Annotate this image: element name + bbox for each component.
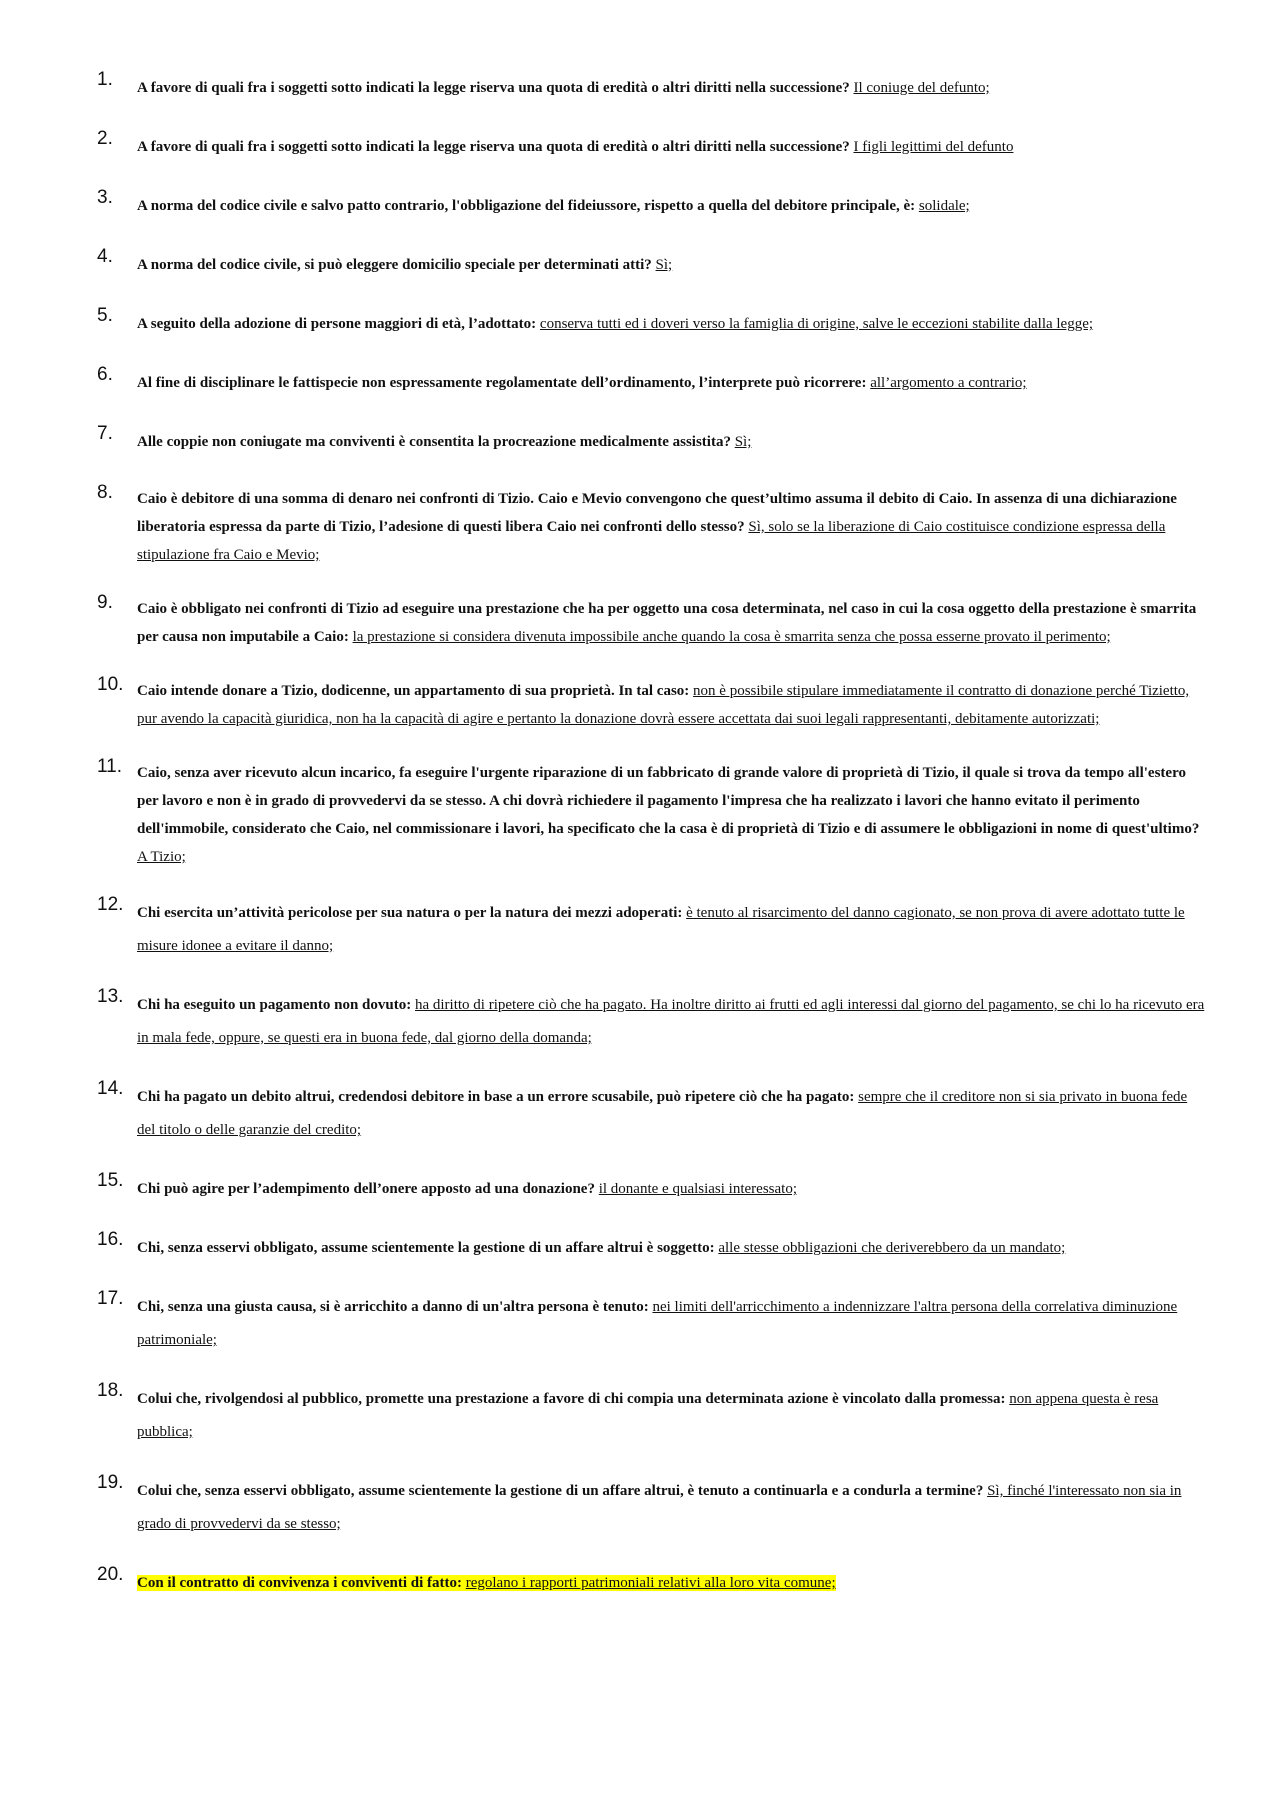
list-item	[97, 187, 1207, 223]
answer-text: il donante e qualsiasi interessato;	[598, 1181, 797, 1197]
question-text: Chi ha pagato un debito altrui, credendosi debitore in base a un errore scusabile, può ripetere ciò che ha pagato:	[137, 1089, 855, 1105]
item-number: 5.	[97, 305, 113, 326]
answer-text: I figli legittimi del defunto	[853, 139, 1014, 155]
item-number: 3.	[97, 187, 113, 208]
list-item	[97, 756, 1207, 871]
answer-text: ha diritto di ripetere ciò che ha pagato. Ha inoltre diritto ai frutti ed agli interessi dal giorno del pagamento, se chi lo ha ricevuto era in mala fede, oppure, se questi era in buona fede, dal giorno della domanda;	[137, 997, 1205, 1046]
item-number: 10.	[97, 674, 124, 695]
list-item	[97, 1229, 1207, 1265]
answer-text: non è possibile stipulare immediatamente il contratto di donazione perché Tizietto, pur avendo la capacità giuridica, non ha la capacità di agire e pertanto la donazione dovrà essere accettata dai suoi legali rappresentanti, debitamente autorizzati;	[137, 683, 1190, 727]
item-number: 14.	[97, 1078, 124, 1099]
list-item	[97, 246, 1207, 282]
answer-text: non appena questa è resa pubblica;	[137, 1391, 1159, 1440]
answer-text: Sì;	[655, 257, 673, 273]
list-item	[97, 592, 1207, 651]
answer-text: solidale;	[918, 198, 970, 214]
item-number: 15.	[97, 1170, 124, 1191]
answer-text: Sì;	[734, 434, 752, 450]
item-number: 17.	[97, 1288, 124, 1309]
item-number: 7.	[97, 423, 113, 444]
question-list	[97, 69, 1207, 1626]
answer-text: è tenuto al risarcimento del danno cagionato, se non prova di avere adottato tutte le misure idonee a evitare il danno;	[137, 905, 1185, 954]
item-number: 2.	[97, 128, 113, 149]
question-text: Chi ha eseguito un pagamento non dovuto:	[137, 997, 412, 1013]
item-number: 20.	[97, 1564, 124, 1585]
answer-text: sempre che il creditore non si sia privato in buona fede del titolo o delle garanzie del credito;	[137, 1089, 1188, 1138]
answer-text: all’argomento a contrario;	[870, 375, 1027, 391]
answer-text: nei limiti dell'arricchimento a indennizzare l'altra persona della correlativa diminuzione patrimoniale;	[137, 1299, 1178, 1348]
question-text: Caio è obbligato nei confronti di Tizio ad eseguire una prestazione che ha per oggetto una cosa determinata, nel caso in cui la cosa oggetto della prestazione è smarrita per causa non imputabile a Caio:	[137, 601, 1197, 645]
question-text: A favore di quali fra i soggetti sotto indicati la legge riserva una quota di eredità o altri diritti nella successione?	[137, 80, 850, 96]
answer-text: Il coniuge del defunto;	[853, 80, 990, 96]
list-item	[97, 128, 1207, 164]
question-text: Caio è debitore di una somma di denaro nei confronti di Tizio. Caio e Mevio convengono che quest’ultimo assuma il debito di Caio. In assenza di una dichiarazione liberatoria espressa da parte di Tizio, l’adesione di questi libera Caio nei confronti dello stesso?	[137, 491, 1177, 535]
question-text: Chi, senza una giusta causa, si è arricchito a danno di un'altra persona è tenuto:	[137, 1299, 649, 1315]
list-item	[97, 482, 1207, 569]
item-number: 12.	[97, 894, 124, 915]
item-number: 8.	[97, 482, 113, 503]
item-number: 6.	[97, 364, 113, 385]
item-number: 18.	[97, 1380, 124, 1401]
list-item	[97, 1380, 1207, 1449]
item-number: 11.	[97, 756, 123, 777]
question-text: Caio intende donare a Tizio, dodicenne, un appartamento di sua proprietà. In tal caso:	[137, 683, 690, 699]
item-number: 19.	[97, 1472, 124, 1493]
item-number: 16.	[97, 1229, 124, 1250]
question-text: A norma del codice civile e salvo patto contrario, l'obbligazione del fideiussore, rispetto a quella del debitore principale, è:	[137, 198, 916, 214]
question-text: Colui che, rivolgendosi al pubblico, promette una prestazione a favore di chi compia una determinata azione è vincolato dalla promessa:	[137, 1391, 1006, 1407]
list-item	[97, 894, 1207, 963]
question-text: Con il contratto di convivenza i conviventi di fatto:	[137, 1575, 462, 1591]
item-number: 9.	[97, 592, 113, 613]
answer-text: Sì, finché l'interessato non sia in grado di provvedervi da se stesso;	[137, 1483, 1182, 1532]
list-item	[97, 69, 1207, 105]
list-item	[97, 423, 1207, 459]
question-text: Caio, senza aver ricevuto alcun incarico, fa eseguire l'urgente riparazione di un fabbricato di grande valore di proprietà di Tizio, il quale si trova da tempo all'estero per lavoro e non è in grado di provvedervi da se stesso. A chi dovrà richiedere il pagamento l'impresa che ha realizzato i lavori che hanno evitato il perimento dell'immobile, considerato che Caio, nel commissionare i lavori, ha specificato che la casa è di proprietà di Tizio e di assumere le obbligazioni in nome di quest'ultimo?	[137, 765, 1200, 837]
question-text: Chi, senza esservi obbligato, assume scientemente la gestione di un affare altrui è soggetto:	[137, 1240, 715, 1256]
question-text: A norma del codice civile, si può eleggere domicilio speciale per determinati atti?	[137, 257, 652, 273]
question-text: Chi esercita un’attività pericolose per sua natura o per la natura dei mezzi adoperati:	[137, 905, 683, 921]
list-item	[97, 1472, 1207, 1541]
question-text: Al fine di disciplinare le fattispecie non espressamente regolamentate dell’ordinamento, l’interprete può ricorrere:	[137, 375, 867, 391]
question-text: Alle coppie non coniugate ma conviventi è consentita la procreazione medicalmente assistita?	[137, 434, 731, 450]
answer-text: la prestazione si considera divenuta impossibile anche quando la cosa è smarrita senza che possa esserne provato il perimento;	[352, 629, 1111, 645]
question-text: Chi può agire per l’adempimento dell’onere apposto ad una donazione?	[137, 1181, 595, 1197]
item-number: 4.	[97, 246, 113, 267]
list-item	[97, 1288, 1207, 1357]
question-text: A favore di quali fra i soggetti sotto indicati la legge riserva una quota di eredità o altri diritti nella successione?	[137, 139, 850, 155]
answer-text: Sì, solo se la liberazione di Caio costituisce condizione espressa della stipulazione fra Caio e Mevio;	[137, 519, 1166, 563]
answer-text: conserva tutti ed i doveri verso la famiglia di origine, salve le eccezioni stabilite dalla legge;	[539, 316, 1094, 332]
list-item	[97, 986, 1207, 1055]
item-number: 13.	[97, 986, 124, 1007]
question-text: A seguito della adozione di persone maggiori di età, l’adottato:	[137, 316, 537, 332]
list-item	[97, 1564, 1207, 1600]
list-item	[97, 1078, 1207, 1147]
answer-text: alle stesse obbligazioni che deriverebbero da un mandato;	[718, 1240, 1066, 1256]
list-item	[97, 674, 1207, 733]
list-item	[97, 364, 1207, 400]
list-item	[97, 305, 1207, 341]
item-number: 1.	[97, 69, 113, 90]
answer-text: regolano i rapporti patrimoniali relativi alla loro vita comune;	[465, 1575, 836, 1591]
answer-text: A Tizio;	[137, 849, 186, 865]
question-text: Colui che, senza esservi obbligato, assume scientemente la gestione di un affare altrui, è tenuto a continuarla e a condurla a termine?	[137, 1483, 984, 1499]
highlighted-answer	[137, 1575, 836, 1591]
list-item	[97, 1170, 1207, 1206]
